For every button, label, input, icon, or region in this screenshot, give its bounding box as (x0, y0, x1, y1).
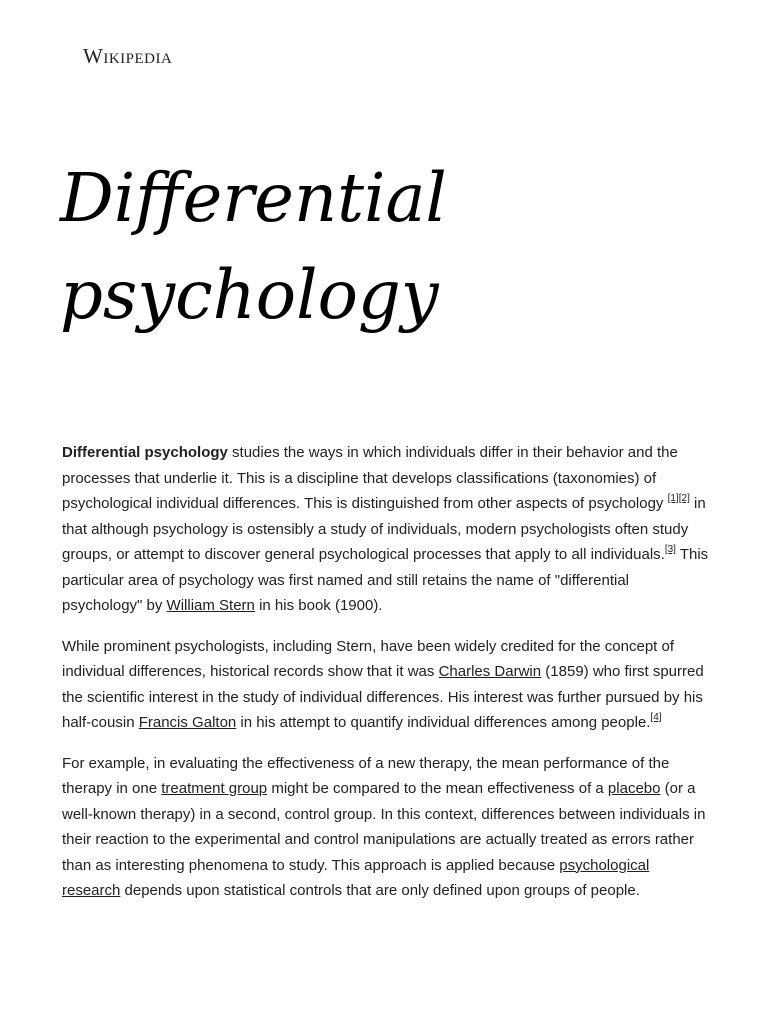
link-treatment-group[interactable]: treatment group (161, 780, 268, 797)
citation-link[interactable]: [4] (650, 712, 662, 723)
citation-link[interactable]: [3] (664, 544, 676, 555)
text: depends upon statistical controls that are only defined upon groups of people. (120, 882, 640, 899)
text: studies the ways in which individuals differ in their behavior and the processes that underlie it. This is a discipline that develops classifications (taxonomies) of psychological individual differences. This is distinguished from other aspects of psychology (62, 444, 678, 512)
link-charles-darwin[interactable]: Charles Darwin (438, 663, 542, 680)
link-placebo[interactable]: placebo (607, 780, 661, 797)
text: in his attempt to quantify individual differences among people. (236, 714, 651, 731)
link-francis-galton[interactable]: Francis Galton (138, 714, 237, 731)
text: For example, in evaluating the effectiveness of a new therapy, the mean performance of the therapy in one (62, 754, 670, 797)
text: might be compared to the mean effectiveness of a (267, 780, 608, 797)
text: This particular area of psychology was first named and still retains the name of "differential psychology" by (62, 546, 709, 614)
text: While prominent psychologists, including Stern, have been widely credited for the concept of individual differences, historical records show that it was (62, 637, 675, 680)
citation-ref (668, 493, 690, 504)
text: (or a well-known therapy) in a second, control group. In this context, differences between individuals in their reaction to the experimental and control manipulations are actually treated as errors rather than as interesting phenomena to study. This approach is applied because (62, 780, 706, 874)
text: in that although psychology is ostensibly a study of individuals, modern psychologists often study groups, or attempt to discover general psychological processes that apply to all individuals. (62, 495, 706, 563)
page-title-line-2: psychology (60, 256, 439, 334)
link-psychological-research[interactable]: psychological research (62, 856, 650, 899)
article-body (62, 440, 710, 919)
citation-link[interactable]: [2] (678, 493, 690, 504)
text: (1859) who first spurred the scientific interest in the study of individual differences. His interest was further pursued by his half-cousin (62, 663, 704, 731)
text: in his book (1900). (254, 597, 383, 614)
paragraph-3 (62, 751, 710, 904)
link-william-stern[interactable]: William Stern (166, 597, 255, 614)
page-title (60, 150, 700, 344)
page-title-line-1: Differential (60, 159, 447, 237)
wikipedia-logo[interactable]: Wikipedia (83, 44, 173, 68)
bold-term: Differential psychology (62, 444, 228, 461)
paragraph-2 (62, 634, 710, 736)
citation-ref (650, 712, 661, 723)
citation-link[interactable]: [1] (667, 493, 679, 504)
paragraph-1 (62, 440, 710, 619)
citation-ref (665, 544, 676, 555)
